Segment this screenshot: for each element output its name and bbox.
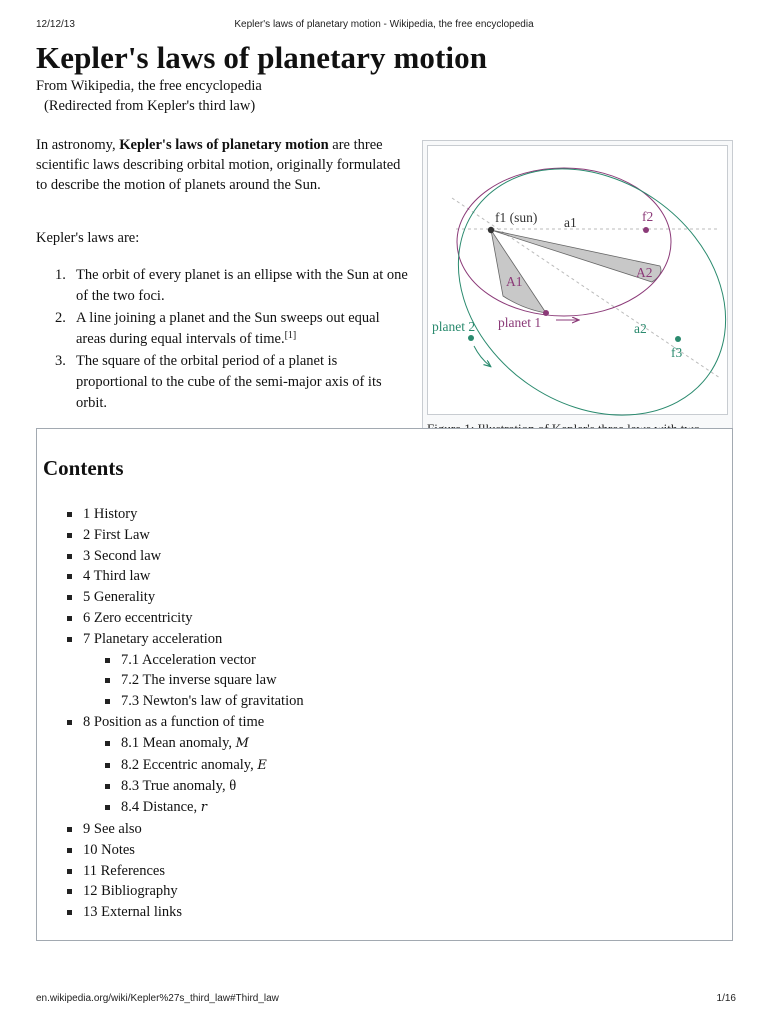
toc-link-first-law[interactable]: 2 First Law: [83, 526, 150, 543]
toc-subitem: [121, 670, 304, 691]
toc-list: [83, 504, 304, 923]
label-a2: a2: [634, 321, 647, 336]
toc-subitem: [121, 650, 304, 671]
toc-subitem: [121, 797, 304, 819]
orbits-svg: [428, 146, 729, 416]
intro-bold-term: Kepler's laws of planetary motion: [119, 137, 329, 153]
page-title: Kepler's laws of planetary motion: [36, 40, 488, 75]
toc-link-acceleration-vector[interactable]: 7.1 Acceleration vector: [121, 651, 256, 668]
sun-point: [488, 227, 494, 233]
intro-paragraph: In astronomy, Kepler's laws of planetary motion are three scientific laws describing orbital motion, originally formulated to describe the motion of planets around the Sun.: [36, 137, 401, 193]
orbit-planet-1: [457, 168, 671, 316]
toc-item: [83, 629, 304, 712]
label-a1: a1: [564, 215, 577, 230]
redirect-note: [44, 98, 255, 115]
toc-item: [83, 525, 304, 546]
label-planet-1: planet 1: [498, 315, 542, 330]
from-line: From Wikipedia, the free encyclopedia: [36, 78, 262, 94]
f2-point: [643, 227, 649, 233]
reference-link-1[interactable]: [1]: [284, 330, 297, 341]
toc-link-newtons-law[interactable]: 7.3 Newton's law of gravitation: [121, 693, 304, 710]
table-of-contents: [36, 428, 733, 941]
toc-item: [83, 546, 304, 567]
planet-2-point: [468, 335, 474, 341]
label-planet-2: planet 2: [432, 319, 476, 334]
law-item-1: 1. The orbit of every planet is an ellipse with the Sun at one of the two foci.: [55, 267, 408, 304]
toc-link-bibliography[interactable]: 12 Bibliography: [83, 883, 178, 900]
toc-link-generality[interactable]: 5 Generality: [83, 589, 156, 606]
toc-link-second-law[interactable]: 3 Second law: [83, 547, 162, 564]
print-page-number: 1/16: [716, 993, 736, 1004]
toc-link-position-function-time[interactable]: 8 Position as a function of time: [83, 713, 265, 730]
label-A1: A1: [506, 274, 523, 289]
label-f2: f2: [642, 209, 654, 224]
toc-subitem: [121, 776, 304, 797]
toc-subitem: [121, 691, 304, 712]
toc-link-eccentric-anomaly[interactable]: 8.2 Eccentric anomaly, E: [121, 756, 267, 773]
laws-list: [36, 265, 411, 415]
label-A2: A2: [636, 265, 653, 280]
toc-item: [83, 902, 304, 923]
toc-title: Contents: [43, 456, 124, 480]
planet-1-point: [543, 310, 549, 316]
toc-item: [83, 504, 304, 525]
print-page-title: Kepler's laws of planetary motion - Wikipedia, the free encyclopedia: [234, 19, 534, 30]
toc-link-external-links[interactable]: 13 External links: [83, 904, 183, 921]
kepler-orbits-diagram[interactable]: [427, 145, 728, 415]
toc-link-references[interactable]: 11 References: [83, 862, 165, 879]
label-f1: f1 (sun): [495, 210, 538, 225]
toc-link-distance[interactable]: 8.4 Distance, r: [121, 799, 207, 816]
toc-link-third-law[interactable]: 4 Third law: [83, 568, 151, 585]
toc-link-notes[interactable]: 10 Notes: [83, 841, 135, 858]
toc-link-mean-anomaly[interactable]: 8.1 Mean anomaly, M: [121, 734, 249, 751]
toc-link-zero-eccentricity[interactable]: 6 Zero eccentricity: [83, 609, 193, 626]
law-item-3: 3. The square of the orbital period of a planet is proportional to the cube of the semi-major axis of its orbit.: [55, 353, 382, 411]
laws-label: Kepler's laws are:: [36, 230, 140, 246]
toc-item: [83, 861, 304, 882]
toc-item: [83, 587, 304, 608]
toc-subitem: [121, 755, 304, 777]
print-date: 12/12/13: [36, 19, 75, 30]
toc-link-inverse-square-law[interactable]: 7.2 The inverse square law: [121, 672, 277, 689]
toc-link-planetary-acceleration[interactable]: 7 Planetary acceleration: [83, 630, 223, 647]
toc-item: [83, 566, 304, 587]
toc-link-history[interactable]: 1 History: [83, 506, 138, 522]
law-item-2: 2. A line joining a planet and the Sun sweeps out equal areas during equal intervals of time.[1]: [55, 310, 380, 347]
toc-item: [83, 608, 304, 629]
toc-item: [83, 819, 304, 840]
toc-item: [83, 712, 304, 819]
toc-item: [83, 840, 304, 861]
toc-subitem: [121, 733, 304, 755]
print-url: en.wikipedia.org/wiki/Kepler%27s_third_law#Third_law: [36, 993, 279, 1004]
label-f3: f3: [671, 345, 683, 360]
toc-link-true-anomaly[interactable]: 8.3 True anomaly, θ: [121, 778, 237, 795]
toc-item: [83, 881, 304, 902]
redirect-link[interactable]: (Redirected from Kepler's third law): [44, 98, 256, 114]
toc-link-see-also[interactable]: 9 See also: [83, 820, 142, 837]
f3-point: [675, 336, 681, 342]
